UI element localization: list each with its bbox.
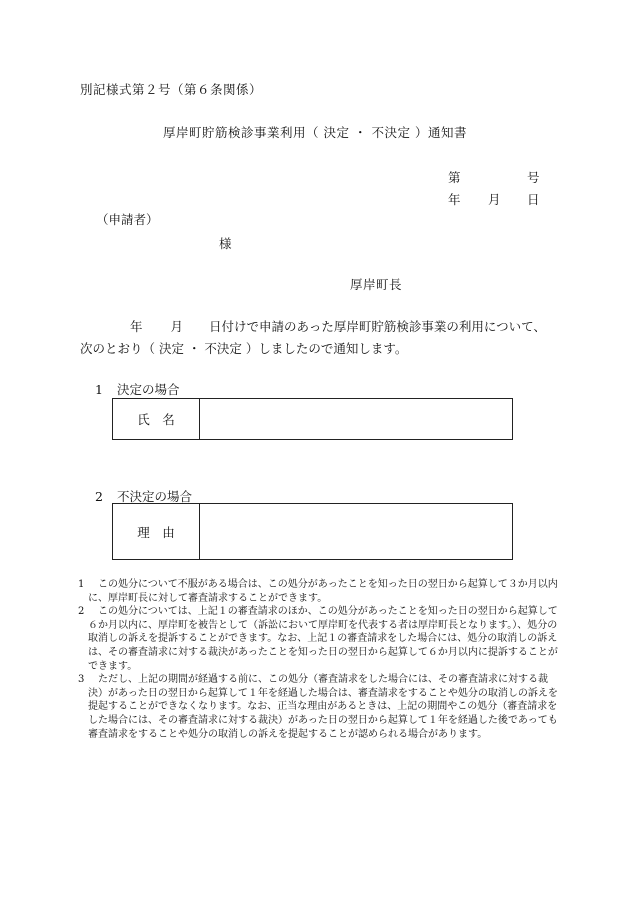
note-item [78,578,558,605]
note-text: この処分について不服がある場合は、この処分があったことを知った日の翌日から起算して３か月以内に、厚岸町長に対して審査請求することができます。 [88,579,558,604]
name-label-cell: 氏 名 [113,399,200,439]
note-index: 1 [78,579,85,590]
date-day-label: 日 [527,192,540,207]
applicant-label: （申請者） [96,212,159,227]
nondecision-table [112,503,513,560]
note-item [78,605,558,673]
form-label: 別記様式第２号（第６条関係） [80,82,263,97]
section-decision-heading [95,380,180,398]
notes [78,578,558,741]
date-year-label: 年 [448,192,461,207]
body-month-label: 月 [170,319,184,334]
note-index: 3 [78,674,85,686]
section-index: 1 [95,382,103,397]
date-month-label: 月 [488,192,501,207]
body-line-2: 次のとおり（ 決定 ・ 不決定 ）しましたので通知します。 [80,341,408,356]
note-text: ただし、上記の期間が経過する前に、この処分（審査請求をした場合には、その審査請求に対する裁決）があった日の翌日から起算して１年を経過した場合は、審査請求をすることや処分の取消しの訴えを提起することができなくなります。なお、正当な理由があるときは、上記の期間やこの処分（審査請求をした場合には、その審査請求に対する裁決）があった日の翌日から起算して１年を経過した後であっても審査請求をすることや処分の取消しの訴えを提起することが認められる場合があります。 [88,674,558,740]
decision-table [112,398,513,440]
reason-value-cell[interactable] [200,504,512,559]
body-line-1 [130,317,546,335]
note-item [78,673,558,741]
body-line-1-text: 日付けで申請のあった厚岸町貯筋検診事業の利用について、 [209,319,546,334]
issuer: 厚岸町長 [350,277,403,292]
section-title: 不決定の場合 [117,489,193,504]
section-index: 2 [95,489,103,504]
document-title: 厚岸町貯筋検診事業利用（ 決定 ・ 不決定 ）通知書 [163,125,467,140]
note-text: この処分については、上記１の審査請求のほか、この処分があったことを知った日の翌日から起算して６か月以内に、厚岸町を被告として（訴訟において厚岸町を代表する者は厚岸町長となります。）、処分の取消しの訴えを提訴することができます。なお、上記１の審査請求をした場合には、処分の取消しの訴えは、その審査請求に対する裁決があったことを知った日の翌日から起算して６か月以内に提訴することができます。 [88,606,558,672]
number-label: 第 [448,170,461,185]
reason-label-cell: 理 由 [113,504,200,559]
body-year-label: 年 [130,319,143,334]
note-index: 2 [78,606,85,618]
honorific: 様 [219,236,232,251]
number-suffix: 号 [527,170,540,185]
section-title: 決定の場合 [117,382,180,397]
name-value-cell[interactable] [200,399,512,439]
